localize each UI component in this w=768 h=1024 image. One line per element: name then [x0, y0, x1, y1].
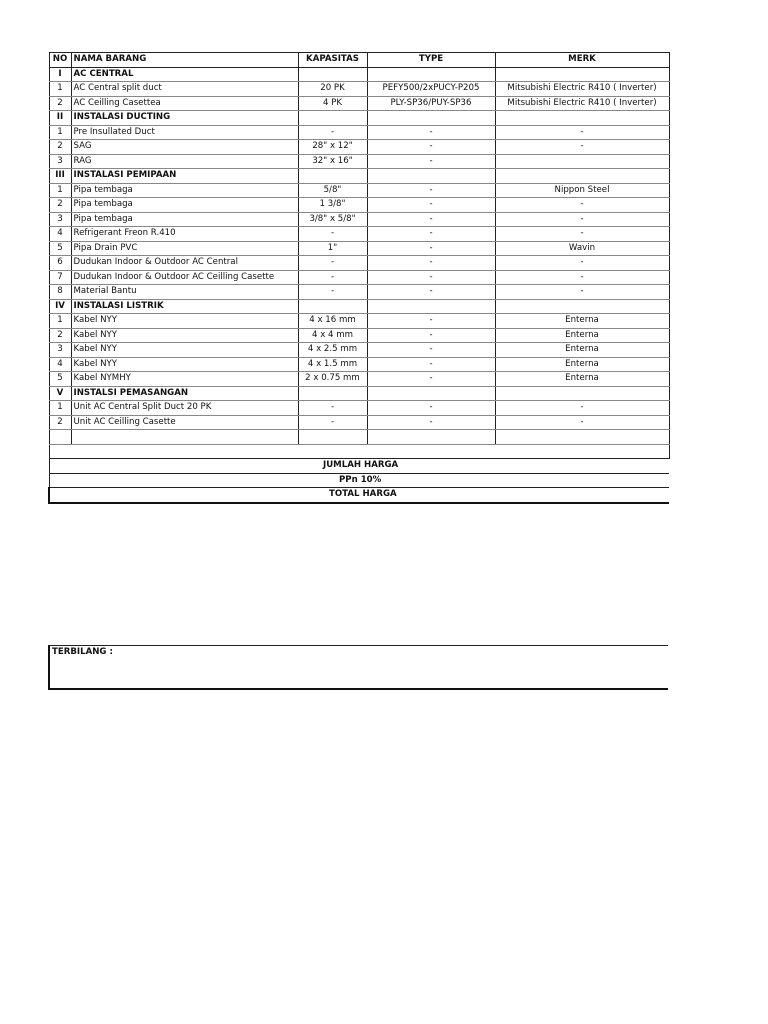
cell-no: III	[49, 169, 71, 184]
cell-no: II	[49, 111, 71, 126]
cell-no: 3	[49, 154, 71, 169]
cell-kapasitas: -	[298, 125, 367, 140]
cell-merk: -	[495, 415, 669, 430]
section-row	[49, 169, 669, 184]
cell-kapasitas: 4 PK	[298, 96, 367, 111]
cell-no: 1	[49, 401, 71, 416]
cell-type: -	[367, 328, 495, 343]
terbilang-box	[48, 645, 668, 690]
cell-kapasitas: 4 x 16 mm	[298, 314, 367, 329]
cell-nama-barang: Unit AC Ceilling Casette	[71, 415, 298, 430]
header-type: TYPE	[367, 53, 495, 68]
cell-merk: -	[495, 256, 669, 271]
cell-merk	[495, 111, 669, 126]
cell-nama-barang: Unit AC Central Split Duct 20 PK	[71, 401, 298, 416]
cell-merk: Enterna	[495, 343, 669, 358]
cell-nama-barang: Pipa tembaga	[71, 212, 298, 227]
cell-no: 6	[49, 256, 71, 271]
cell-nama-barang: Refrigerant Freon R.410	[71, 227, 298, 242]
cell-no: 4	[49, 227, 71, 242]
item-row	[49, 430, 669, 445]
cell-merk: -	[495, 285, 669, 300]
item-row	[49, 82, 669, 97]
cell-kapasitas: 4 x 4 mm	[298, 328, 367, 343]
header-nama-barang: NAMA BARANG	[71, 53, 298, 68]
cell-no: 2	[49, 140, 71, 155]
cell-merk	[495, 169, 669, 184]
cell-no: 5	[49, 372, 71, 387]
cell-type	[367, 111, 495, 126]
cell-nama-barang: AC CENTRAL	[71, 67, 298, 82]
item-row	[49, 328, 669, 343]
cell-merk: Enterna	[495, 357, 669, 372]
cell-type	[367, 67, 495, 82]
cell-no: 3	[49, 343, 71, 358]
cell-nama-barang: RAG	[71, 154, 298, 169]
cell-type	[367, 299, 495, 314]
cell-type: -	[367, 357, 495, 372]
cell-no: 2	[49, 198, 71, 213]
cell-kapasitas: -	[298, 415, 367, 430]
total-harga-text: TOTAL HARGA	[329, 489, 397, 500]
cell-kapasitas	[298, 386, 367, 401]
cell-nama-barang: AC Central split duct	[71, 82, 298, 97]
cell-nama-barang: INSTALASI DUCTING	[71, 111, 298, 126]
cell-type: -	[367, 140, 495, 155]
item-row	[49, 285, 669, 300]
item-row	[49, 401, 669, 416]
blank-cell	[49, 444, 669, 459]
item-row	[49, 212, 669, 227]
cell-no: 8	[49, 285, 71, 300]
item-row	[49, 314, 669, 329]
boq-body	[49, 67, 669, 444]
cell-no: 5	[49, 241, 71, 256]
cell-no: 4	[49, 357, 71, 372]
cell-kapasitas: -	[298, 401, 367, 416]
cell-no: 1	[49, 314, 71, 329]
item-row	[49, 198, 669, 213]
cell-kapasitas: 4 x 2.5 mm	[298, 343, 367, 358]
cell-nama-barang: Pipa tembaga	[71, 183, 298, 198]
item-row	[49, 415, 669, 430]
section-row	[49, 299, 669, 314]
item-row	[49, 125, 669, 140]
cell-type: -	[367, 227, 495, 242]
cell-type: -	[367, 183, 495, 198]
cell-kapasitas	[298, 169, 367, 184]
cell-merk	[495, 386, 669, 401]
cell-nama-barang: Pipa tembaga	[71, 198, 298, 213]
section-row	[49, 386, 669, 401]
cell-merk: -	[495, 125, 669, 140]
cell-merk: Nippon Steel	[495, 183, 669, 198]
ppn-text: PPn 10%	[339, 474, 382, 485]
cell-merk: Enterna	[495, 328, 669, 343]
cell-merk: -	[495, 401, 669, 416]
cell-nama-barang	[71, 430, 298, 445]
cell-kapasitas: 5/8"	[298, 183, 367, 198]
cell-kapasitas: -	[298, 227, 367, 242]
cell-type: -	[367, 372, 495, 387]
cell-nama-barang: INSTALSI PEMASANGAN	[71, 386, 298, 401]
item-row	[49, 357, 669, 372]
cell-type: -	[367, 285, 495, 300]
cell-merk: -	[495, 270, 669, 285]
cell-no: 1	[49, 183, 71, 198]
cell-type: PEFY500/2xPUCY-P205	[367, 82, 495, 97]
cell-kapasitas: 3/8" x 5/8"	[298, 212, 367, 227]
cell-type: -	[367, 256, 495, 271]
item-row	[49, 140, 669, 155]
cell-nama-barang: Pipa Drain PVC	[71, 241, 298, 256]
cell-type: -	[367, 154, 495, 169]
cell-no: 1	[49, 82, 71, 97]
cell-merk	[495, 67, 669, 82]
cell-nama-barang: INSTALASI LISTRIK	[71, 299, 298, 314]
header-merk: MERK	[495, 53, 669, 68]
cell-merk: Mitsubishi Electric R410 ( Inverter)	[495, 96, 669, 111]
section-row	[49, 111, 669, 126]
cell-type	[367, 169, 495, 184]
cell-merk: -	[495, 212, 669, 227]
boq-sheet	[48, 52, 668, 504]
cell-nama-barang: SAG	[71, 140, 298, 155]
ppn-row	[49, 473, 669, 488]
header-kapasitas: KAPASITAS	[298, 53, 367, 68]
cell-nama-barang: Pre Insullated Duct	[71, 125, 298, 140]
cell-nama-barang: Kabel NYY	[71, 314, 298, 329]
boq-table	[48, 52, 670, 504]
cell-type: -	[367, 212, 495, 227]
cell-no: IV	[49, 299, 71, 314]
cell-type	[367, 386, 495, 401]
cell-no	[49, 430, 71, 445]
terbilang-label: TERBILANG :	[52, 647, 113, 657]
cell-no: 2	[49, 328, 71, 343]
cell-type: -	[367, 401, 495, 416]
cell-kapasitas: -	[298, 285, 367, 300]
header-no: NO	[49, 53, 71, 68]
cell-kapasitas: 32" x 16"	[298, 154, 367, 169]
cell-kapasitas: 2 x 0.75 mm	[298, 372, 367, 387]
cell-merk: -	[495, 140, 669, 155]
cell-merk	[495, 430, 669, 445]
item-row	[49, 227, 669, 242]
cell-kapasitas: -	[298, 256, 367, 271]
cell-type: -	[367, 270, 495, 285]
cell-no: I	[49, 67, 71, 82]
cell-kapasitas	[298, 299, 367, 314]
cell-kapasitas: 4 x 1.5 mm	[298, 357, 367, 372]
cell-kapasitas: 28" x 12"	[298, 140, 367, 155]
item-row	[49, 372, 669, 387]
cell-type: -	[367, 125, 495, 140]
cell-nama-barang: Dudukan Indoor & Outdoor AC Central	[71, 256, 298, 271]
cell-kapasitas: -	[298, 270, 367, 285]
cell-nama-barang: Kabel NYY	[71, 328, 298, 343]
cell-merk	[495, 299, 669, 314]
item-row	[49, 256, 669, 271]
cell-type: -	[367, 241, 495, 256]
cell-nama-barang: Kabel NYY	[71, 357, 298, 372]
cell-nama-barang: AC Ceilling Casettea	[71, 96, 298, 111]
section-row	[49, 67, 669, 82]
cell-nama-barang: Dudukan Indoor & Outdoor AC Ceilling Casette	[71, 270, 298, 285]
jumlah-harga-label	[49, 459, 367, 474]
item-row	[49, 154, 669, 169]
cell-type: PLY-SP36/PUY-SP36	[367, 96, 495, 111]
item-row	[49, 183, 669, 198]
cell-type	[367, 430, 495, 445]
cell-merk: Enterna	[495, 372, 669, 387]
cell-no: 3	[49, 212, 71, 227]
summary-section	[49, 444, 669, 503]
jumlah-harga-text: JUMLAH HARGA	[323, 460, 399, 471]
cell-nama-barang: Material Bantu	[71, 285, 298, 300]
cell-merk: -	[495, 227, 669, 242]
item-row	[49, 270, 669, 285]
cell-nama-barang: Kabel NYY	[71, 343, 298, 358]
cell-type: -	[367, 415, 495, 430]
header-row	[49, 53, 669, 68]
item-row	[49, 96, 669, 111]
cell-nama-barang: Kabel NYMHY	[71, 372, 298, 387]
cell-type: -	[367, 314, 495, 329]
cell-no: 2	[49, 96, 71, 111]
cell-merk: Wavin	[495, 241, 669, 256]
cell-type: -	[367, 198, 495, 213]
cell-merk: -	[495, 198, 669, 213]
blank-row	[49, 444, 669, 459]
cell-kapasitas: 1"	[298, 241, 367, 256]
cell-kapasitas	[298, 111, 367, 126]
item-row	[49, 343, 669, 358]
cell-no: 2	[49, 415, 71, 430]
cell-kapasitas: 20 PK	[298, 82, 367, 97]
cell-no: V	[49, 386, 71, 401]
cell-kapasitas	[298, 67, 367, 82]
total-harga-row	[49, 488, 669, 503]
cell-no: 1	[49, 125, 71, 140]
cell-kapasitas	[298, 430, 367, 445]
cell-nama-barang: INSTALASI PEMIPAAN	[71, 169, 298, 184]
cell-merk: Enterna	[495, 314, 669, 329]
cell-merk	[495, 154, 669, 169]
cell-type: -	[367, 343, 495, 358]
jumlah-harga-row	[49, 459, 669, 474]
cell-merk: Mitsubishi Electric R410 ( Inverter)	[495, 82, 669, 97]
item-row	[49, 241, 669, 256]
cell-kapasitas: 1 3/8"	[298, 198, 367, 213]
cell-no: 7	[49, 270, 71, 285]
